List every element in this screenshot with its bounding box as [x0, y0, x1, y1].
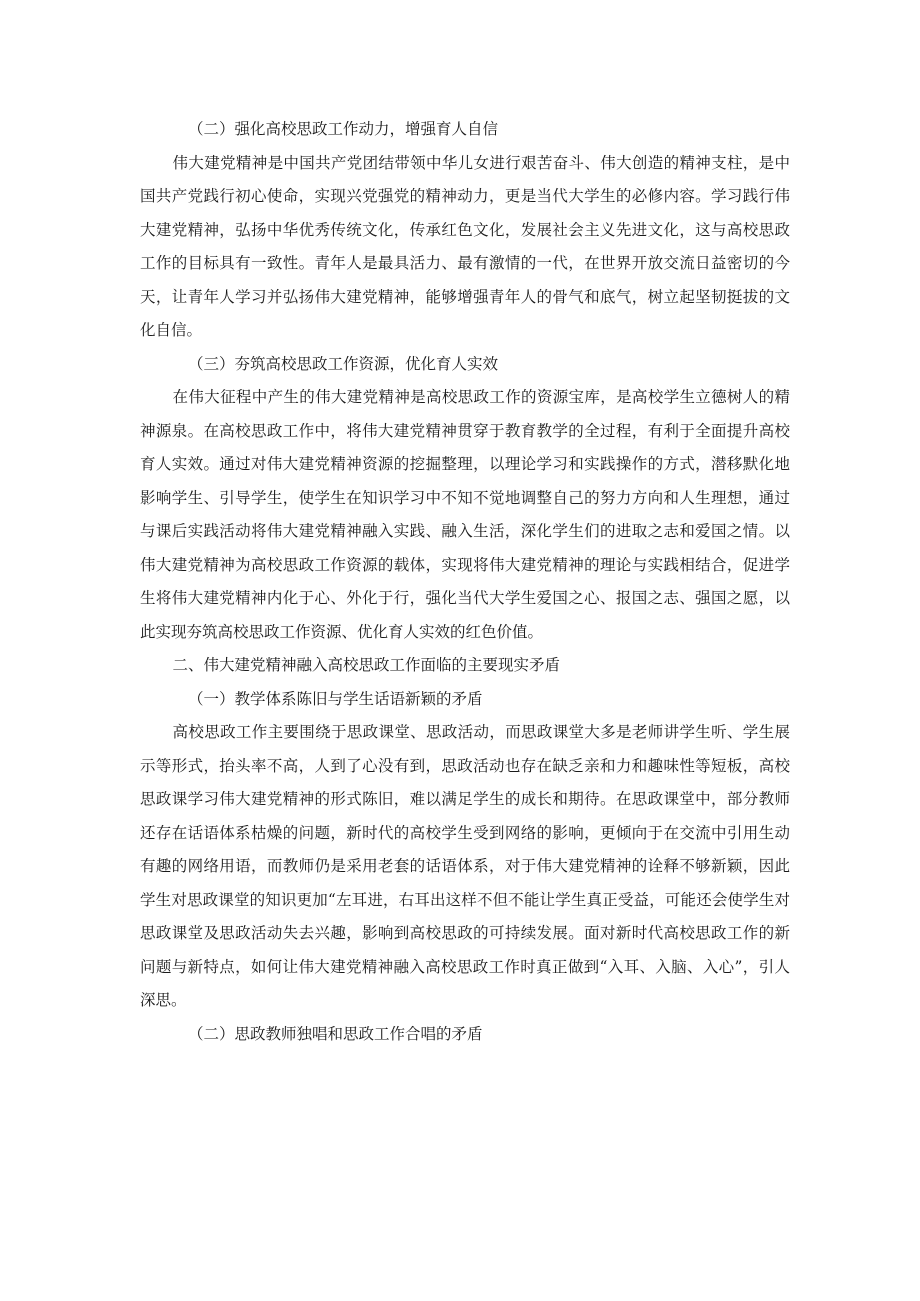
body-paragraph: 在伟大征程中产生的伟大建党精神是高校思政工作的资源宝库，是高校学生立德树人的精神源泉。在高校思政工作中，将伟大建党精神贯穿于教育教学的全过程，有利于全面提升高校育人实效。通过对伟大建党精神资源的挖掘整理，以理论学习和实践操作的方式，潜移默化地影响学生、引导学生，使学生在知识学习中不知不觉地调整自己的努力方向和人生理想，通过与课后实践活动将伟大建党精神融入实践、融入生活，深化学生们的进取之志和爱国之情。以伟大建党精神为高校思政工作资源的载体，实现将伟大建党精神的理论与实践相结合，促进学生将伟大建党精神内化于心、外化于行，强化当代大学生爱国之心、报国之志、强国之愿，以此实现夯筑高校思政工作资源、优化育人实效的红色价值。 — [140, 388, 790, 641]
section-heading-2-3: （三）夯筑高校思政工作资源，优化育人实效 — [188, 354, 499, 373]
section-heading-3-1: （一）教学体系陈旧与学生话语新颖的矛盾 — [188, 689, 483, 708]
document-body — [140, 113, 790, 1051]
chapter-heading-2: 二、伟大建党精神融入高校思政工作面临的主要现实矛盾 — [172, 656, 561, 674]
section-heading-2-2: （二）强化高校思政工作动力，增强育人自信 — [188, 120, 499, 138]
body-paragraph: 高校思政工作主要围绕于思政课堂、思政活动，而思政课堂大多是老师讲学生听、学生展示等形式，抬头率不高，人到了心没有到，思政活动也存在缺乏亲和力和趣味性等短板，高校思政课学习伟大建党精神的形式陈旧，难以满足学生的成长和期待。在思政课堂中，部分教师还存在话语体系枯燥的问题，新时代的高校学生受到网络的影响，更倾向于在交流中引用生动有趣的网络用语，而教师仍是采用老套的话语体系，对于伟大建党精神的诠释不够新颖，因此学生对思政课堂的知识更加“左耳进，右耳出这样不但不能让学生真正受益，可能还会使学生对思政课堂及思政活动失去兴趣，影响到高校思政的可持续发展。面对新时代高校思政工作的新问题与新特点，如何让伟大建党精神融入高校思政工作时真正做到“入耳、入脑、入心”，引人深思。 — [140, 723, 790, 1009]
body-paragraph: 伟大建党精神是中国共产党团结带领中华儿女进行艰苦奋斗、伟大创造的精神支柱，是中国共产党践行初心使命，实现兴党强党的精神动力，更是当代大学生的必修内容。学习践行伟大建党精神，弘扬中华优秀传统文化，传承红色文化，发展社会主义先进文化，这与高校思政工作的目标具有一致性。青年人是最具活力、最有激情的一代，在世界开放交流日益密切的今天，让青年人学习并弘扬伟大建党精神，能够增强青年人的骨气和底气，树立起坚韧挺拔的文化自信。 — [140, 153, 790, 339]
section-heading-3-2: （二）思政教师独唱和思政工作合唱的矛盾 — [188, 1024, 483, 1043]
